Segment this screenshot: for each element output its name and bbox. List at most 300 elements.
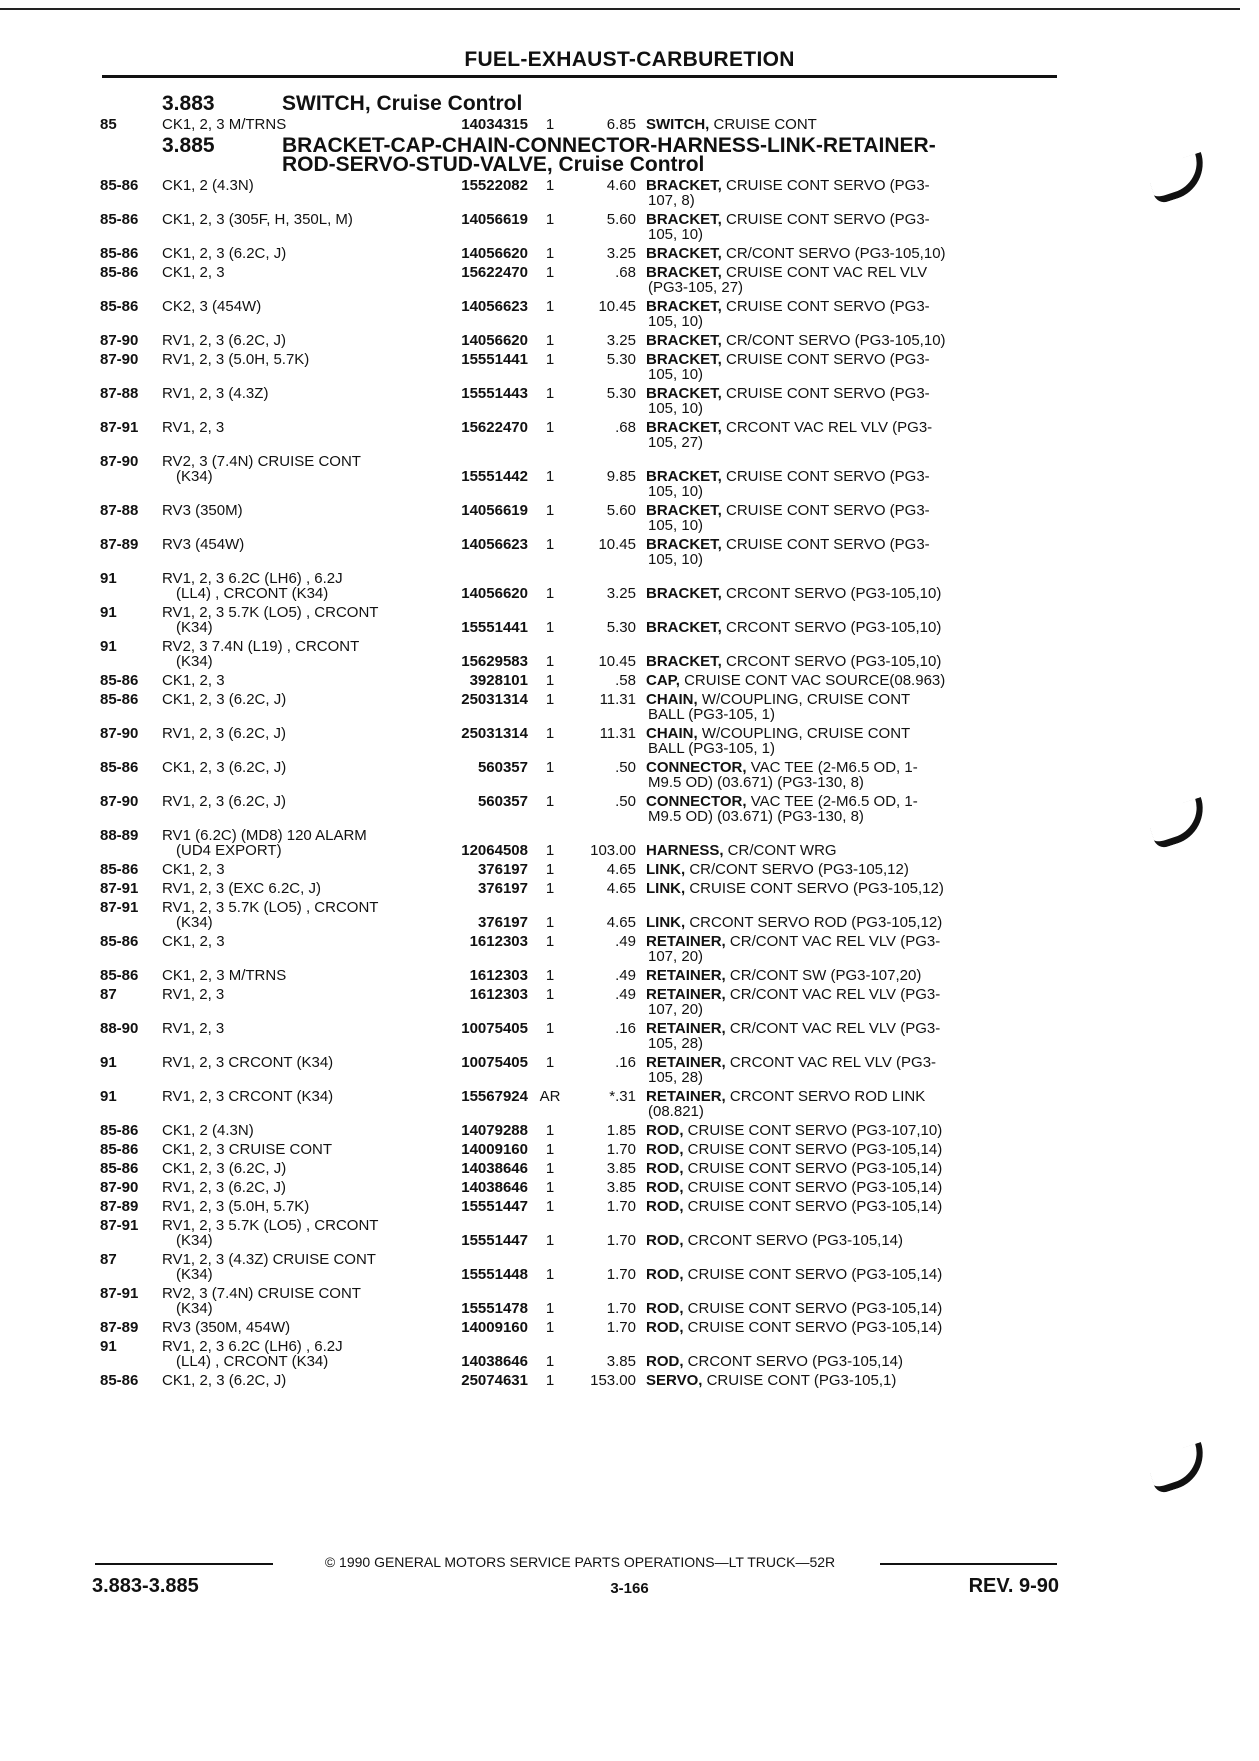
application-text: CK1, 2 (4.3N) (162, 1122, 254, 1139)
description-text: W/COUPLING, CRUISE CONT (697, 725, 911, 742)
description (646, 843, 1060, 858)
part-number: 10075405 (461, 1020, 528, 1037)
model-year: 87-89 (100, 536, 139, 553)
part-number: 1612303 (469, 986, 528, 1003)
description-line (646, 726, 1060, 741)
part-number: 376197 (477, 880, 528, 897)
quantity: 1 (545, 536, 555, 553)
model-year: 91 (100, 604, 117, 621)
price: .68 (615, 419, 636, 436)
description-line (646, 809, 1060, 824)
application-line (162, 987, 440, 1002)
price: 1.70 (606, 1319, 636, 1336)
application-line (162, 673, 440, 688)
table-row (100, 117, 1060, 132)
description-line (646, 193, 1060, 208)
application (162, 726, 440, 756)
model-year: 87-89 (100, 1198, 139, 1215)
description-line (646, 1070, 1060, 1085)
description-line (646, 741, 1060, 756)
part-noun: BRACKET, (646, 351, 722, 368)
part-number: 15551448 (461, 1266, 528, 1283)
part-number: 25031314 (461, 691, 528, 708)
description (646, 1354, 1060, 1369)
model-year: 85-86 (100, 967, 139, 984)
description-line (646, 503, 1060, 518)
part-noun: RETAINER, (646, 933, 726, 950)
part-noun: ROD, (646, 1141, 684, 1158)
part-noun: ROD, (646, 1160, 684, 1177)
application-line (162, 692, 440, 707)
application (162, 794, 440, 824)
price: 1.70 (606, 1141, 636, 1158)
description-line (646, 1142, 1060, 1157)
model-year: 87-90 (100, 332, 139, 349)
description-text: CRCONT VAC REL VLV (PG3- (721, 419, 933, 436)
application (162, 1373, 440, 1388)
description-line (646, 620, 1060, 635)
application-line (162, 915, 440, 930)
application-line (162, 881, 440, 896)
description (646, 1373, 1060, 1388)
part-number: 14056623 (461, 298, 528, 315)
part-noun: ROD, (646, 1179, 684, 1196)
application-line (162, 1267, 440, 1282)
application-text: RV1 (6.2C) (MD8) 120 ALARM (162, 827, 367, 844)
application (162, 968, 440, 983)
application (162, 1252, 440, 1282)
quantity: 1 (545, 1160, 555, 1177)
description-text: CRUISE CONT SERVO (PG3- (721, 177, 930, 194)
application (162, 1199, 440, 1214)
table-row (100, 639, 1060, 669)
binder-hole-mark (1146, 797, 1213, 850)
application-text: CK1, 2, 3 (305F, H, 350L, M) (162, 211, 353, 228)
application (162, 1218, 440, 1248)
application-text: (K34) (176, 914, 213, 931)
part-noun: RETAINER, (646, 967, 726, 984)
application-text: (LL4) , CRCONT (K34) (176, 585, 329, 602)
application (162, 386, 440, 416)
part-noun: BRACKET, (646, 419, 722, 436)
quantity: 1 (545, 672, 555, 689)
quantity: AR (539, 1088, 561, 1105)
price: 5.60 (606, 211, 636, 228)
application-text: RV2, 3 (7.4N) CRUISE CONT (162, 1285, 361, 1302)
application-line (162, 1055, 440, 1070)
application-line (162, 1320, 440, 1335)
model-year: 91 (100, 1088, 117, 1105)
model-year: 87-88 (100, 502, 139, 519)
application-line (162, 1354, 440, 1369)
part-number: 1612303 (469, 933, 528, 950)
model-year: 85-86 (100, 1141, 139, 1158)
section-heading (100, 94, 1060, 113)
table-row (100, 1180, 1060, 1195)
application-line (162, 537, 440, 552)
application-line (162, 1180, 440, 1195)
application-line (162, 654, 440, 669)
application (162, 639, 440, 669)
part-noun: BRACKET, (646, 177, 722, 194)
description (646, 1142, 1060, 1157)
description-text: CRUISE CONT SERVO (PG3-105,14) (683, 1266, 943, 1283)
price: 153.00 (590, 1372, 636, 1389)
application-text: (K34) (176, 1232, 213, 1249)
application-text: CK1, 2, 3 M/TRNS (162, 967, 287, 984)
part-number: 25031314 (461, 725, 528, 742)
application-line (162, 1021, 440, 1036)
model-year: 85-86 (100, 1160, 139, 1177)
model-year: 91 (100, 1338, 117, 1355)
part-number: 560357 (477, 793, 528, 810)
quantity: 1 (545, 914, 555, 931)
description-text: 107, 20) (648, 948, 704, 965)
part-noun: LINK, (646, 914, 686, 931)
description-text: CR/CONT SW (PG3-107,20) (725, 967, 922, 984)
quantity: 1 (545, 264, 555, 281)
table-row (100, 673, 1060, 688)
price: 3.25 (606, 245, 636, 262)
part-number: 560357 (477, 759, 528, 776)
description-line (646, 1180, 1060, 1195)
application-text: CK1, 2, 3 M/TRNS (162, 116, 287, 133)
table-row (100, 352, 1060, 382)
part-number: 14056620 (461, 332, 528, 349)
application-text: RV1, 2, 3 (4.3Z) CRUISE CONT (162, 1251, 376, 1268)
model-year: 85-86 (100, 933, 139, 950)
description-line (646, 469, 1060, 484)
section-range: 3.883-3.885 (92, 1575, 199, 1597)
price: 10.45 (598, 298, 636, 315)
application (162, 1180, 440, 1195)
model-year: 87-91 (100, 1285, 139, 1302)
table-row (100, 1339, 1060, 1369)
model-year: 87-91 (100, 1217, 139, 1234)
table-row (100, 246, 1060, 261)
description (646, 862, 1060, 877)
description (646, 246, 1060, 261)
part-number: 3928101 (469, 672, 528, 689)
quantity: 1 (545, 585, 555, 602)
table-row (100, 1021, 1060, 1051)
description-line (646, 1199, 1060, 1214)
application-text: CK1, 2, 3 (6.2C, J) (162, 759, 287, 776)
part-number: 14038646 (461, 1160, 528, 1177)
part-noun: BRACKET, (646, 502, 722, 519)
description-text: CRCONT SERVO (PG3-105,14) (683, 1353, 904, 1370)
application-line (162, 420, 440, 435)
description-text: CR/CONT SERVO (PG3-105,10) (721, 332, 946, 349)
model-year: 91 (100, 570, 117, 587)
application-text: (LL4) , CRCONT (K34) (176, 1353, 329, 1370)
application-text: RV1, 2, 3 (162, 986, 225, 1003)
part-noun: BRACKET, (646, 245, 722, 262)
application-line (162, 1218, 440, 1233)
model-year: 87-90 (100, 793, 139, 810)
application (162, 454, 440, 499)
description-text: M9.5 OD) (03.671) (PG3-130, 8) (648, 808, 864, 825)
application-text: RV2, 3 (7.4N) CRUISE CONT (162, 453, 361, 470)
part-number: 14009160 (461, 1141, 528, 1158)
price: 103.00 (590, 842, 636, 859)
description-line (646, 265, 1060, 280)
quantity: 1 (545, 351, 555, 368)
description-line (646, 1301, 1060, 1316)
application-line (162, 386, 440, 401)
application-line (162, 1142, 440, 1157)
description (646, 1021, 1060, 1051)
model-year: 85-86 (100, 672, 139, 689)
description-line (646, 692, 1060, 707)
part-number: 376197 (477, 914, 528, 931)
description-line (646, 586, 1060, 601)
description-line (646, 915, 1060, 930)
table-row (100, 537, 1060, 567)
table-row (100, 503, 1060, 533)
top-rule (0, 8, 1240, 10)
part-number: 376197 (477, 861, 528, 878)
model-year: 88-89 (100, 827, 139, 844)
description-text: CRUISE CONT SERVO (PG3-105,14) (683, 1179, 943, 1196)
model-year: 87-91 (100, 880, 139, 897)
quantity: 1 (545, 1198, 555, 1215)
model-year: 85-86 (100, 861, 139, 878)
application (162, 1055, 440, 1085)
application-text: RV3 (454W) (162, 536, 245, 553)
application-text: CK1, 2, 3 (162, 264, 225, 281)
quantity: 1 (545, 419, 555, 436)
part-noun: ROD, (646, 1232, 684, 1249)
part-noun: LINK, (646, 861, 686, 878)
description-text: 105, 10) (648, 366, 704, 383)
price: .50 (615, 759, 636, 776)
description (646, 1267, 1060, 1282)
model-year: 91 (100, 638, 117, 655)
quantity: 1 (545, 1179, 555, 1196)
description-text: CRCONT SERVO (PG3-105,10) (721, 653, 942, 670)
part-number: 14038646 (461, 1353, 528, 1370)
part-number: 14056623 (461, 536, 528, 553)
description-line (646, 1055, 1060, 1070)
application-line (162, 862, 440, 877)
table-row (100, 299, 1060, 329)
description (646, 265, 1060, 295)
description-line (646, 352, 1060, 367)
application (162, 1161, 440, 1176)
application-text: CK1, 2, 3 (6.2C, J) (162, 1372, 287, 1389)
application (162, 862, 440, 877)
description-line (646, 1123, 1060, 1138)
quantity: 1 (545, 211, 555, 228)
application-text: RV1, 2, 3 (6.2C, J) (162, 793, 286, 810)
description-text: CRUISE CONT SERVO (PG3-105,14) (683, 1300, 943, 1317)
part-noun: BRACKET, (646, 619, 722, 636)
application-line (162, 299, 440, 314)
application (162, 1123, 440, 1138)
part-number: 14009160 (461, 1319, 528, 1336)
table-row (100, 605, 1060, 635)
description-text: BALL (PG3-105, 1) (648, 706, 776, 723)
description (646, 352, 1060, 382)
description-text: (PG3-105, 27) (648, 279, 744, 296)
table-row (100, 968, 1060, 983)
model-year: 85-86 (100, 211, 139, 228)
description-text: CR/CONT VAC REL VLV (PG3- (725, 933, 941, 950)
application-text: CK1, 2, 3 (162, 933, 225, 950)
model-year: 85-86 (100, 264, 139, 281)
quantity: 1 (545, 1372, 555, 1389)
application (162, 178, 440, 208)
description-text: CRCONT SERVO ROD LINK (725, 1088, 926, 1105)
application (162, 1286, 440, 1316)
description (646, 299, 1060, 329)
model-year: 87-91 (100, 899, 139, 916)
description (646, 1320, 1060, 1335)
application-line (162, 117, 440, 132)
application-line (162, 794, 440, 809)
application (162, 881, 440, 896)
application-line (162, 454, 440, 469)
description (646, 1301, 1060, 1316)
application-text: RV1, 2, 3 6.2C (LH6) , 6.2J (162, 570, 343, 587)
table-row (100, 1123, 1060, 1138)
table-row (100, 333, 1060, 348)
part-number: 15551478 (461, 1300, 528, 1317)
application-text: CK2, 3 (454W) (162, 298, 262, 315)
price: 5.30 (606, 351, 636, 368)
price: 4.65 (606, 880, 636, 897)
application-text: RV3 (350M) (162, 502, 243, 519)
description-text: 105, 10) (648, 517, 704, 534)
description-text: BALL (PG3-105, 1) (648, 740, 776, 757)
part-noun: ROD, (646, 1122, 684, 1139)
description-text: CR/CONT SERVO (PG3-105,12) (685, 861, 909, 878)
part-number: 10075405 (461, 1054, 528, 1071)
table-row (100, 934, 1060, 964)
description-line (646, 881, 1060, 896)
description (646, 968, 1060, 983)
quantity: 1 (545, 502, 555, 519)
price: .58 (615, 672, 636, 689)
description-text: CRUISE CONT (PG3-105,1) (702, 1372, 897, 1389)
part-noun: LINK, (646, 880, 686, 897)
application (162, 1021, 440, 1051)
application-text: RV1, 2, 3 (5.0H, 5.7K) (162, 351, 310, 368)
application (162, 571, 440, 601)
application-line (162, 352, 440, 367)
application (162, 760, 440, 790)
description-text: 105, 10) (648, 400, 704, 417)
application-line (162, 760, 440, 775)
section-heading (100, 136, 1060, 174)
price: 1.70 (606, 1198, 636, 1215)
part-noun: RETAINER, (646, 1020, 726, 1037)
description-text: CRUISE CONT SERVO (PG3-105,14) (683, 1160, 943, 1177)
part-noun: RETAINER, (646, 1088, 726, 1105)
description-line (646, 484, 1060, 499)
application (162, 1320, 440, 1335)
part-noun: CHAIN, (646, 691, 698, 708)
section-number: 3.883 (162, 92, 215, 115)
description (646, 654, 1060, 669)
description (646, 987, 1060, 1017)
application-text: (K34) (176, 653, 213, 670)
price: *.31 (609, 1088, 636, 1105)
page-title: FUEL-EXHAUST-CARBURETION (464, 48, 795, 71)
price: 5.30 (606, 385, 636, 402)
part-number: 15629583 (461, 653, 528, 670)
description-line (646, 333, 1060, 348)
application-text: CK1, 2, 3 (6.2C, J) (162, 691, 287, 708)
description-text: CRUISE CONT SERVO (PG3- (721, 298, 930, 315)
description-line (646, 537, 1060, 552)
price: 1.70 (606, 1300, 636, 1317)
table-row (100, 692, 1060, 722)
part-noun: BRACKET, (646, 585, 722, 602)
description (646, 1123, 1060, 1138)
application-line (162, 1286, 440, 1301)
part-noun: BRACKET, (646, 653, 722, 670)
part-noun: RETAINER, (646, 986, 726, 1003)
quantity: 1 (545, 842, 555, 859)
description-text: (08.821) (648, 1103, 704, 1120)
description-text: W/COUPLING, CRUISE CONT (697, 691, 911, 708)
application-line (162, 1161, 440, 1176)
description-text: CR/CONT VAC REL VLV (PG3- (725, 1020, 941, 1037)
quantity: 1 (545, 967, 555, 984)
description-text: CRUISE CONT SERVO (PG3- (721, 502, 930, 519)
quantity: 1 (545, 468, 555, 485)
part-number: 15567924 (461, 1088, 528, 1105)
application (162, 299, 440, 329)
quantity: 1 (545, 298, 555, 315)
application-text: (K34) (176, 1266, 213, 1283)
application-text: RV1, 2, 3 (6.2C, J) (162, 725, 286, 742)
table-row (100, 386, 1060, 416)
application-line (162, 968, 440, 983)
application-line (162, 726, 440, 741)
description-line (646, 1002, 1060, 1017)
part-noun: CONNECTOR, (646, 793, 747, 810)
quantity: 1 (545, 691, 555, 708)
application-line (162, 828, 440, 843)
description-line (646, 1104, 1060, 1119)
section-title (282, 136, 1060, 174)
application (162, 900, 440, 930)
part-number: 14034315 (461, 116, 528, 133)
application-line (162, 265, 440, 280)
part-noun: ROD, (646, 1266, 684, 1283)
quantity: 1 (545, 116, 555, 133)
application-line (162, 1123, 440, 1138)
application-line (162, 900, 440, 915)
table-row (100, 726, 1060, 756)
application-text: RV1, 2, 3 CRCONT (K34) (162, 1088, 334, 1105)
part-noun: ROD, (646, 1300, 684, 1317)
application-line (162, 620, 440, 635)
description-text: CRCONT SERVO ROD (PG3-105,12) (685, 914, 943, 931)
part-number: 15551443 (461, 385, 528, 402)
application-line (162, 843, 440, 858)
price: 10.45 (598, 536, 636, 553)
application-text: RV1, 2, 3 5.7K (LO5) , CRCONT (162, 1217, 379, 1234)
price: .50 (615, 793, 636, 810)
application-line (162, 1089, 440, 1104)
description (646, 692, 1060, 722)
application (162, 934, 440, 964)
revision-label: REV. 9-90 (968, 1575, 1059, 1597)
